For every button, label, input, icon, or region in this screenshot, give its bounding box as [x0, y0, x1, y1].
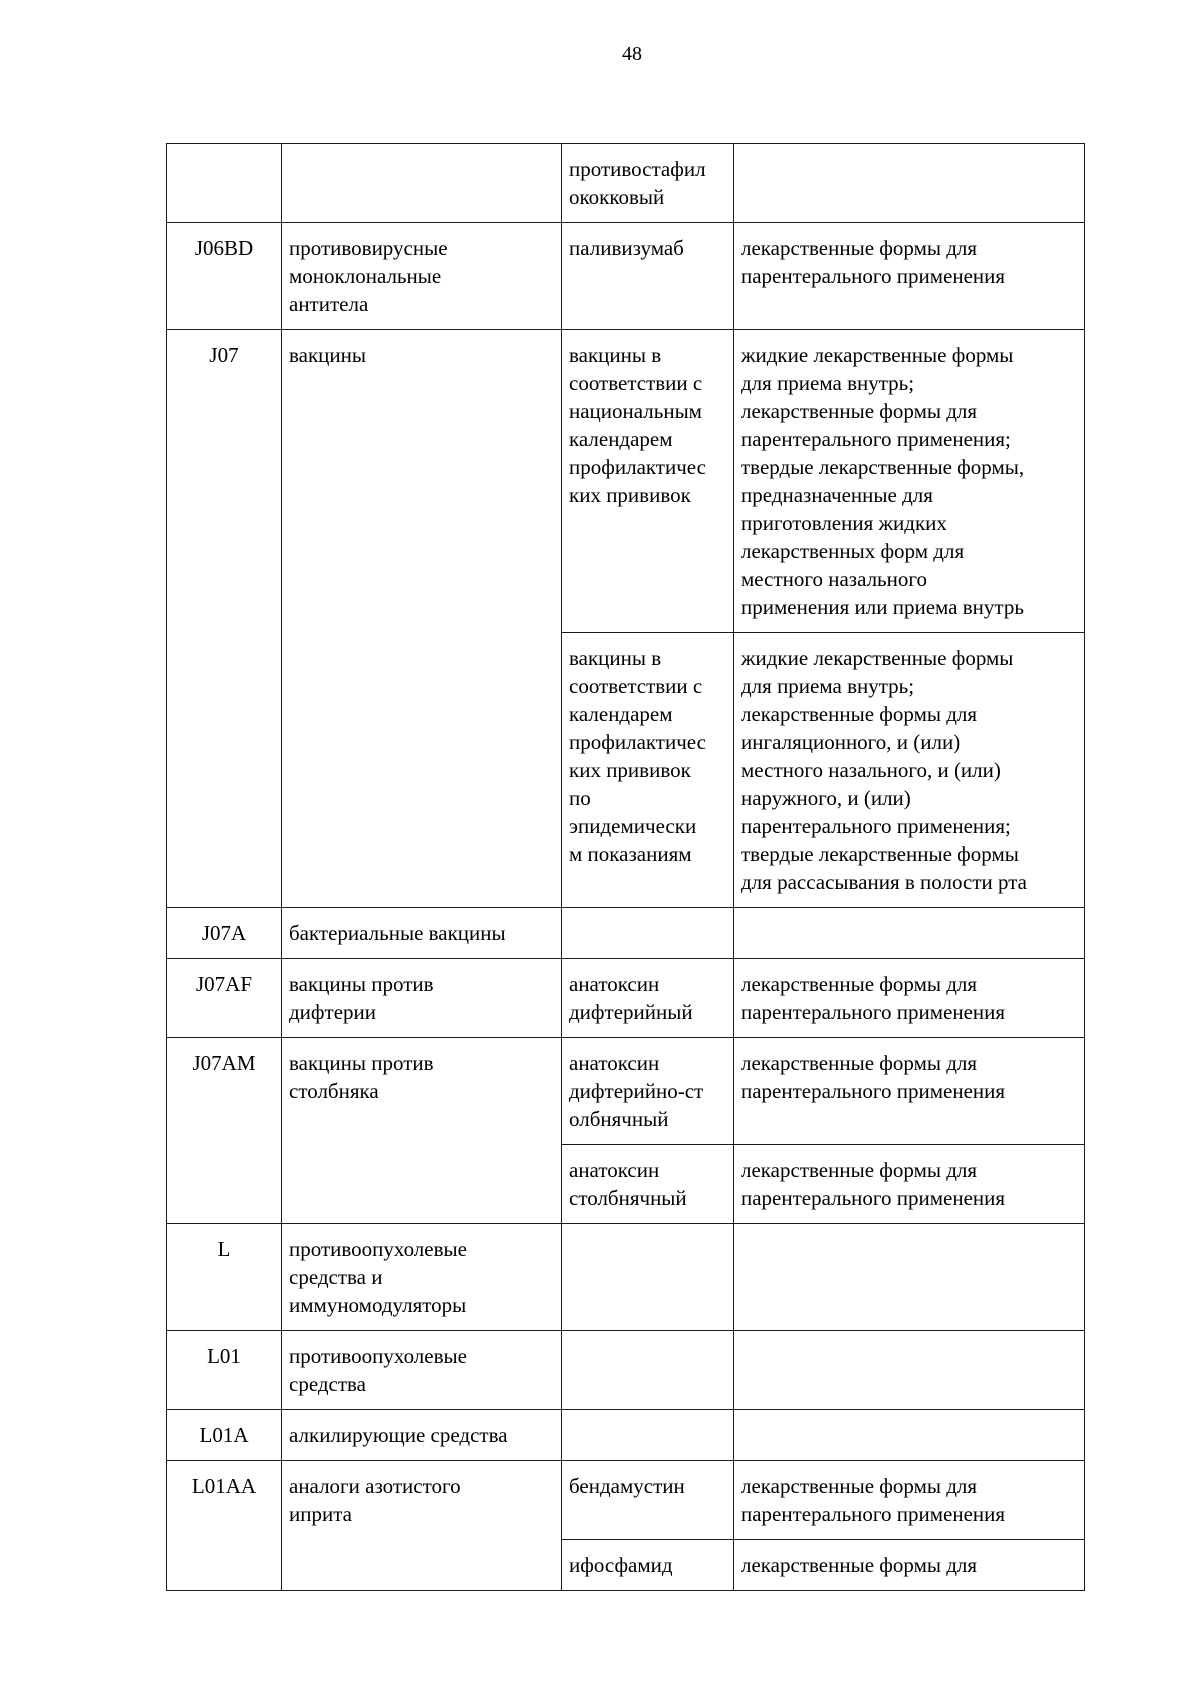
cell-text-line: парентерального применения; — [741, 427, 1011, 451]
cell-text-line: лекарственные формы для — [741, 1553, 978, 1577]
cell-text-line: местного назального — [741, 567, 927, 591]
atc-code-cell: L01AA — [167, 1461, 282, 1591]
cell-text-line: по — [569, 786, 591, 810]
cell-text-line: жидкие лекарственные формы — [741, 646, 1014, 670]
table-body — [167, 144, 1085, 1591]
atc-group-cell — [282, 1410, 562, 1461]
cell-text-line: дифтерийно-ст — [569, 1079, 704, 1103]
dosage-forms-cell — [734, 1410, 1085, 1461]
dosage-forms-cell — [734, 1331, 1085, 1410]
cell-text-line: средства — [289, 1372, 367, 1396]
cell-text-line: лекарственные формы для — [741, 1051, 978, 1075]
drug-name-cell — [562, 1038, 734, 1145]
cell-text-line: столбнячный — [569, 1186, 687, 1210]
drug-name-cell — [562, 330, 734, 633]
cell-text-line: парентерального применения — [741, 1502, 1006, 1526]
cell-text-line: национальным — [569, 399, 702, 423]
page-number: 48 — [622, 43, 642, 65]
cell-text-line: приготовления жидких — [741, 511, 947, 535]
cell-text-line: антитела — [289, 292, 369, 316]
cell-text-line: лекарственные формы для — [741, 1158, 978, 1182]
atc-group-cell — [282, 330, 562, 908]
cell-text-line: парентерального применения — [741, 1000, 1006, 1024]
cell-text-line: анатоксин — [569, 1158, 660, 1182]
dosage-forms-cell — [734, 1038, 1085, 1145]
cell-text-line: местного назального, и (или) — [741, 758, 1001, 782]
dosage-forms-cell — [734, 1145, 1085, 1224]
dosage-forms-cell — [734, 330, 1085, 633]
cell-text-line: профилактичес — [569, 455, 706, 479]
cell-text-line: противовирусные — [289, 236, 448, 260]
cell-text-line: алкилирующие средства — [289, 1423, 508, 1447]
dosage-forms-cell — [734, 1224, 1085, 1331]
drug-name-cell — [562, 1331, 734, 1410]
cell-text-line: ких прививок — [569, 483, 691, 507]
cell-text-line: ких прививок — [569, 758, 691, 782]
cell-text-line: лекарственные формы для — [741, 236, 978, 260]
cell-text-line: для приема внутрь; — [741, 674, 915, 698]
cell-text-line: ингаляционного, и (или) — [741, 730, 961, 754]
atc-code-cell — [167, 144, 282, 223]
atc-group-cell — [282, 144, 562, 223]
drug-name-cell — [562, 1540, 734, 1591]
cell-text-line: наружного, и (или) — [741, 786, 911, 810]
atc-code-cell: L01 — [167, 1331, 282, 1410]
cell-text-line: твердые лекарственные формы, — [741, 455, 1025, 479]
cell-text-line: ифосфамид — [569, 1553, 673, 1577]
drug-name-cell — [562, 144, 734, 223]
atc-group-cell — [282, 1038, 562, 1224]
cell-text-line: лекарственные формы для — [741, 702, 978, 726]
atc-group-cell — [282, 1224, 562, 1331]
cell-text-line: парентерального применения — [741, 1186, 1006, 1210]
drug-name-cell — [562, 1224, 734, 1331]
cell-text-line: противостафил — [569, 157, 706, 181]
cell-text-line: лекарственные формы для — [741, 1474, 978, 1498]
cell-text-line: иприта — [289, 1502, 352, 1526]
medicines-table — [166, 143, 1085, 1591]
cell-text-line: дифтерии — [289, 1000, 377, 1024]
cell-text-line: моноклональные — [289, 264, 442, 288]
cell-text-line: паливизумаб — [569, 236, 684, 260]
table-row — [167, 1331, 1085, 1410]
cell-text-line: вакцины в — [569, 343, 662, 367]
drug-name-cell — [562, 1461, 734, 1540]
dosage-forms-cell — [734, 633, 1085, 908]
atc-code-cell: J06BD — [167, 223, 282, 330]
cell-text-line: иммуномодуляторы — [289, 1293, 467, 1317]
cell-text-line: соответствии с — [569, 371, 703, 395]
table-row — [167, 908, 1085, 959]
cell-text-line: применения или приема внутрь — [741, 595, 1024, 619]
drug-name-cell — [562, 223, 734, 330]
table-row — [167, 330, 1085, 633]
dosage-forms-cell — [734, 908, 1085, 959]
cell-text-line: анатоксин — [569, 1051, 660, 1075]
cell-text-line: аналоги азотистого — [289, 1474, 461, 1498]
cell-text-line: вакцины против — [289, 972, 434, 996]
atc-code-cell: L01A — [167, 1410, 282, 1461]
cell-text-line: для рассасывания в полости рта — [741, 870, 1027, 894]
table-row — [167, 1224, 1085, 1331]
dosage-forms-cell — [734, 144, 1085, 223]
drug-name-cell — [562, 1145, 734, 1224]
cell-text-line: бендамустин — [569, 1474, 685, 1498]
atc-group-cell — [282, 1461, 562, 1591]
table-row — [167, 959, 1085, 1038]
cell-text-line: соответствии с — [569, 674, 703, 698]
dosage-forms-cell — [734, 1461, 1085, 1540]
table-row — [167, 144, 1085, 223]
cell-text-line: м показаниям — [569, 842, 692, 866]
cell-text-line: парентерального применения; — [741, 814, 1011, 838]
table-row — [167, 1461, 1085, 1540]
cell-text-line: лекарственные формы для — [741, 399, 978, 423]
cell-text-line: твердые лекарственные формы — [741, 842, 1019, 866]
cell-text-line: бактериальные вакцины — [289, 921, 506, 945]
dosage-forms-cell — [734, 1540, 1085, 1591]
dosage-forms-cell — [734, 223, 1085, 330]
atc-group-cell — [282, 959, 562, 1038]
atc-group-cell — [282, 223, 562, 330]
cell-text-line: жидкие лекарственные формы — [741, 343, 1014, 367]
cell-text-line: календарем — [569, 702, 673, 726]
drug-name-cell — [562, 908, 734, 959]
drug-name-cell — [562, 959, 734, 1038]
cell-text-line: предназначенные для — [741, 483, 933, 507]
cell-text-line: для приема внутрь; — [741, 371, 915, 395]
atc-code-cell: J07A — [167, 908, 282, 959]
atc-code-cell: L — [167, 1224, 282, 1331]
cell-text-line: столбняка — [289, 1079, 379, 1103]
cell-text-line: дифтерийный — [569, 1000, 693, 1024]
cell-text-line: эпидемически — [569, 814, 697, 838]
cell-text-line: лекарственные формы для — [741, 972, 978, 996]
table-row — [167, 223, 1085, 330]
cell-text-line: вакцины против — [289, 1051, 434, 1075]
cell-text-line: календарем — [569, 427, 673, 451]
cell-text-line: противоопухолевые — [289, 1344, 467, 1368]
atc-code-cell: J07AM — [167, 1038, 282, 1224]
drug-name-cell — [562, 633, 734, 908]
cell-text-line: вакцины — [289, 343, 366, 367]
atc-code-cell: J07 — [167, 330, 282, 908]
table-row — [167, 1410, 1085, 1461]
atc-group-cell — [282, 908, 562, 959]
cell-text-line: вакцины в — [569, 646, 662, 670]
atc-group-cell — [282, 1331, 562, 1410]
cell-text-line: олбнячный — [569, 1107, 669, 1131]
dosage-forms-cell — [734, 959, 1085, 1038]
cell-text-line: ококковый — [569, 185, 665, 209]
cell-text-line: лекарственных форм для — [741, 539, 965, 563]
cell-text-line: анатоксин — [569, 972, 660, 996]
cell-text-line: парентерального применения — [741, 1079, 1006, 1103]
atc-code-cell: J07AF — [167, 959, 282, 1038]
cell-text-line: средства и — [289, 1265, 383, 1289]
cell-text-line: противоопухолевые — [289, 1237, 467, 1261]
cell-text-line: профилактичес — [569, 730, 706, 754]
cell-text-line: парентерального применения — [741, 264, 1006, 288]
drug-name-cell — [562, 1410, 734, 1461]
table-row — [167, 1038, 1085, 1145]
